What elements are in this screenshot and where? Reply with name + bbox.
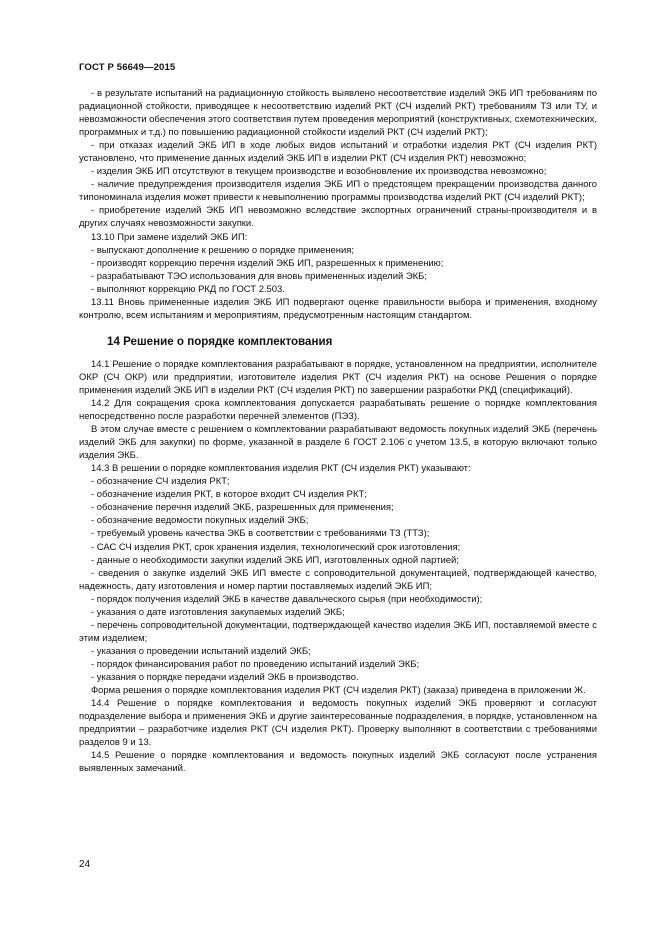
list-item: - данные о необходимости закупки изделий ЭКБ ИП, изготовленных одной партией; — [91, 554, 459, 566]
paragraph: Форма решения о порядке комплектования изделия РКТ (СЧ изделия РКТ) (заказа) приведена в приложении Ж. — [91, 685, 586, 697]
paragraph: - приобретение изделий ЭКБ ИП невозможно вследствие экспортных ограничений страны-производителя и в других случаях невозможности закупки. — [79, 205, 597, 230]
clause-14-3: 14.3 В решении о порядке комплектования изделия РКТ (СЧ изделия РКТ) указывают: — [91, 463, 471, 475]
list-item: - разрабатывают ТЭО использования для вновь примененных изделий ЭКБ; — [91, 270, 427, 282]
list-item: - обозначение ведомости покупных изделий ЭКБ; — [91, 515, 309, 527]
list-item: - указания о порядке передачи изделий ЭКБ в производство. — [91, 671, 359, 683]
paragraph: В этом случае вместе с решением о комплектовании разрабатывают ведомость покупных изделий ЭКБ (перечень изделий ЭКБ для закупки) по форме, указанной в разделе 6 ГОСТ 2.106 с учетом 13.5, в которую включают только изделия ЭКБ. — [79, 424, 597, 462]
list-item: - порядок получения изделий ЭКБ в качестве давальческого сырья (при необходимости); — [91, 593, 483, 605]
list-item: - обозначение перечня изделий ЭКБ, разрешенных для применения; — [91, 502, 394, 514]
page-number: 24 — [79, 859, 91, 870]
clause-14-4: 14.4 Решение о порядке комплектования и ведомость покупных изделий ЭКБ проверяют и согласуют подразделение выбора и применения ЭКБ и другие заинтересованные подразделения, в порядке, установленном на предприятии – разработчике изделия РКТ (СЧ изделия РКТ). Проверку выполняют в соответствии с требованиями разделов 9 и 13. — [79, 698, 597, 749]
clause-14-1: 14.1 Решение о порядке комплектования разрабатывают в порядке, установленном на предприятии, исполнителе ОКР (СЧ ОКР) или предприятии, изготовителе изделия РКТ (СЧ изделия РКТ) на основе Решения о порядке применения изделий ЭКБ ИП в изделии РКТ (СЧ изделия РКТ) по завершении разработки РКД (спецификаций). — [79, 358, 597, 396]
page-body — [79, 87, 597, 775]
clause-13-11: 13.11 Вновь примененные изделия ЭКБ ИП подвергают оценке правильности выбора и применения, входному контролю, всем испытаниям и мероприятиям, предусмотренным настоящим стандартом. — [79, 296, 597, 321]
list-item: - выполняют коррекцию РКД по ГОСТ 2.503. — [91, 283, 285, 295]
paragraph: - при отказах изделий ЭКБ ИП в ходе любых видов испытаний и отработки изделия РКТ (СЧ изделия РКТ) установлено, что применение данных изделий ЭКБ ИП в изделии РКТ (СЧ изделия РКТ) невозможно; — [79, 140, 597, 165]
list-item: - порядок финансирования работ по проведению испытаний изделий ЭКБ; — [91, 658, 420, 670]
standard-code-header: ГОСТ Р 56649—2015 — [79, 62, 176, 73]
list-item: - требуемый уровень качества ЭКБ в соответствии с требованиями ТЗ (ТТЗ); — [91, 528, 430, 540]
list-item: - обозначение СЧ изделия РКТ; — [91, 476, 230, 488]
paragraph: - изделия ЭКБ ИП отсутствуют в текущем производстве и возобновление их производства невозможно; — [91, 166, 547, 178]
list-item: - обозначение изделия РКТ, в которое входит СЧ изделия РКТ; — [91, 489, 367, 501]
list-item: - САС СЧ изделия РКТ, срок хранения изделия, технологический срок изготовления; — [91, 541, 461, 553]
section-14-heading: 14 Решение о порядке комплектования — [107, 334, 333, 348]
clause-14-2: 14.2 Для сокращения срока комплектования допускается разрабатывать решение о порядке комплектования непосредственно после разработки перечней элементов (ПЭЗ). — [79, 397, 597, 423]
list-item: - указания о дате изготовления закупаемых изделий ЭКБ; — [91, 606, 345, 618]
clause-13-10: 13.10 При замене изделий ЭКБ ИП: — [91, 231, 248, 243]
list-item: - выпускают дополнение к решению о порядке применения; — [91, 244, 355, 256]
list-item: - перечень сопроводительной документации, подтверждающей качество изделия ЭКБ ИП, поставляемой вместе с этим изделием; — [79, 619, 597, 644]
list-item: - производят коррекцию перечня изделий ЭКБ ИП, разрешенных к применению; — [91, 257, 444, 269]
paragraph: - в результате испытаний на радиационную стойкость выявлено несоответствие изделий ЭКБ ИП требованиям по радиационной стойкости, приводящее к несоответствию изделий РКТ (СЧ изделий РКТ) требованиям ТЗ или ТУ, и невозможности обеспечения этого соответствия путем проведения мероприятий (конструктивных, схемотехнических, программных и т.д.) по повышению радиационной стойкости изделий РКТ (СЧ изделий РКТ); — [79, 88, 597, 139]
list-item: - сведения о закупке изделий ЭКБ ИП вместе с сопроводительной документацией, подтверждающей качество, надежность, дату изготовления и номер партии поставляемых изделий ЭКБ ИП; — [79, 567, 597, 592]
clause-14-5: 14.5 Решение о порядке комплектования и ведомость покупных изделий ЭКБ согласуют после устранения выявленных замечаний. — [79, 750, 597, 775]
paragraph: - наличие предупреждения производителя изделия ЭКБ ИП о предстоящем прекращении производства данного типономинала изделия может привести к невыполнению программы производства изделий РКТ (СЧ изделий РКТ); — [79, 179, 597, 204]
list-item: - указания о проведении испытаний изделий ЭКБ; — [91, 645, 311, 657]
